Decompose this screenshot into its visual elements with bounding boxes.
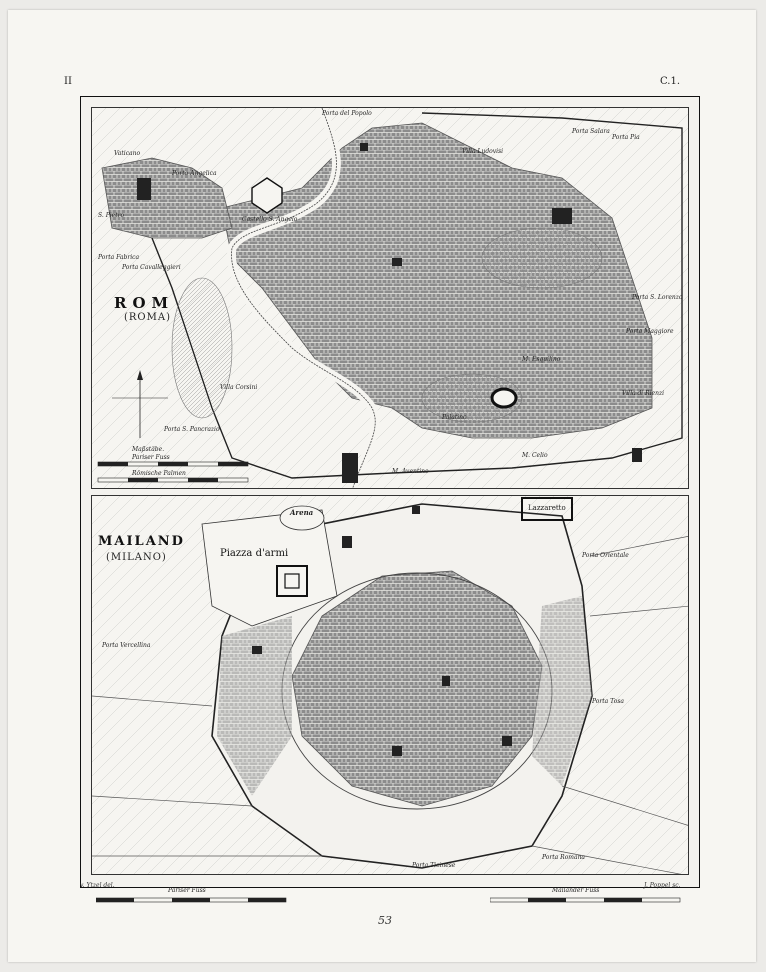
label-porta-maggiore: Porta Maggiore [626,328,674,335]
label-porta-tosa: Porta Tosa [592,698,624,705]
rome-subtitle: (ROMA) [124,312,171,323]
plate-number-right: C.1. [660,76,681,87]
milan-map [91,495,689,875]
label-porta-angelica: Porta Angelica [172,170,217,177]
scale-unit-roemisch: Römische Palmen [132,470,186,477]
scale-bar-left [96,896,296,906]
label-vaticano: Vaticano [114,150,141,157]
scale-right-label: Mailänder Fuss [552,887,600,894]
label-lazzaretto: Lazzaretto [528,504,566,512]
credit-drawn: v. Ytzel del. [80,882,115,889]
rome-map [91,107,689,489]
label-aventino: M. Aventino [392,468,429,475]
milan-title: MAILAND [98,534,185,549]
scale-left-label: Pariser Fuss [168,887,206,894]
scale-bar-right [490,896,690,906]
page-number: 53 [378,914,392,927]
label-porta-popolo: Porta del Popolo [322,110,372,117]
label-esquilino: M. Esquilino [522,356,561,363]
paper-sheet [8,10,756,962]
label-porta-romana: Porta Romana [542,854,586,861]
label-porta-salara: Porta Salara [572,128,610,135]
label-porta-pia: Porta Pia [612,134,640,141]
scale-title: Maßstäbe. [132,446,165,453]
rome-title: ROM [114,294,175,312]
label-piazza-armi: Piazza d'armi [220,548,289,559]
label-villa-di-rienzi: Villa di Rienzi [622,390,665,397]
label-castello: Castello S. Angelo [242,216,298,223]
label-celio: M. Celio [522,452,548,459]
label-porta-ticinese: Porta Ticinese [412,862,456,869]
label-porta-orientale: Porta Orientale [582,552,629,559]
label-porta-pancrazio: Porta S. Pancrazio [164,426,220,433]
label-s-pietro: S. Pietro [98,212,125,219]
label-arena: Arena [290,508,314,517]
plate-number-left: II [64,76,72,87]
label-villa-corsini: Villa Corsini [220,384,258,391]
label-porta-cavalleggieri: Porta Cavalleggieri [122,264,181,271]
label-porta-lorenzo: Porta S. Lorenzo [632,294,683,301]
label-palatino: Palatino [442,414,467,421]
label-villa-ludovisi: Villa Ludovisi [462,148,504,155]
scale-unit-pariser: Pariser Fuss [132,454,170,461]
milan-subtitle: (MILANO) [106,552,167,563]
label-porta-fabrica: Porta Fabrica [98,254,140,261]
map-frame [80,96,700,888]
credit-engraved: J. Poppel sc. [644,882,681,889]
label-porta-vercellina: Porta Vercellina [102,642,151,649]
